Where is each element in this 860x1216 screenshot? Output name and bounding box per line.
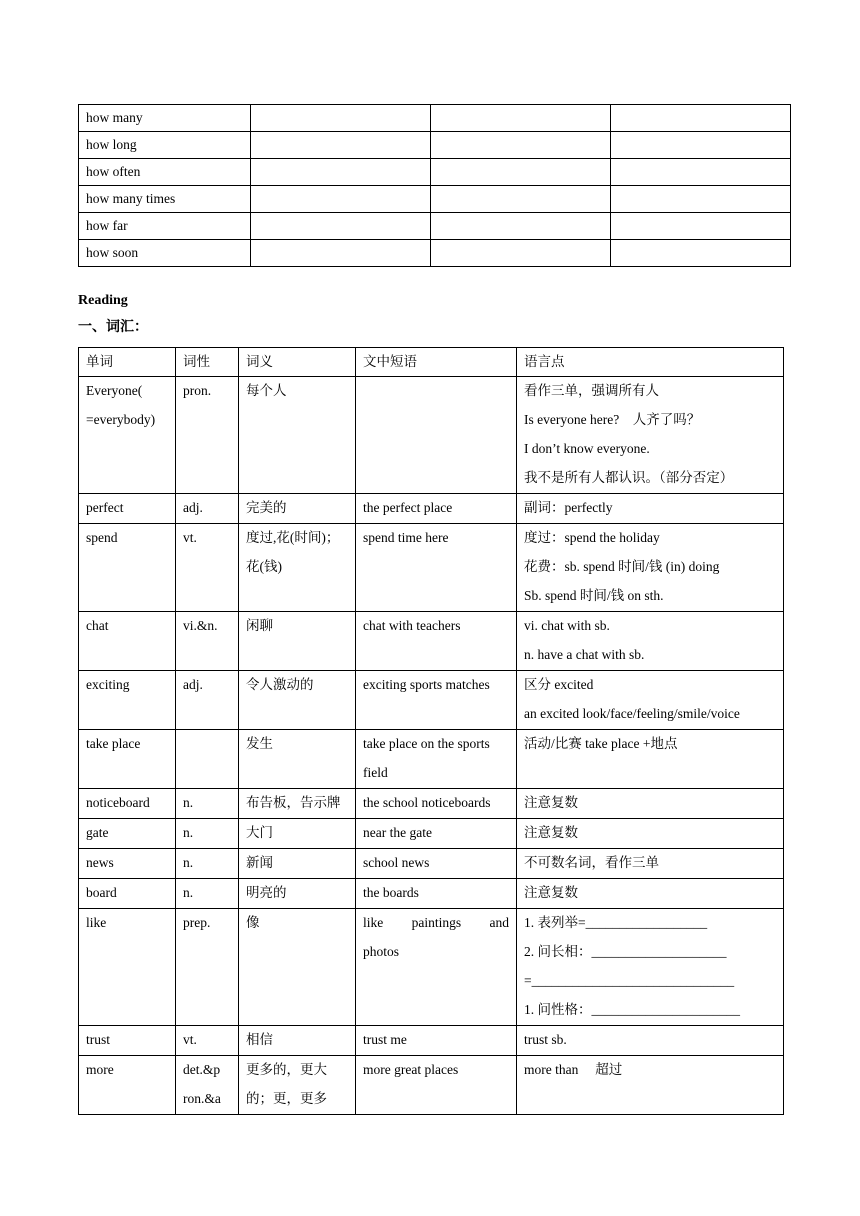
cell-line: 2. 问长相：____________________ xyxy=(524,944,727,959)
part-of-speech-cell xyxy=(176,879,239,909)
cell-line: 闲聊 xyxy=(246,618,273,633)
table-row xyxy=(79,1026,784,1056)
phrase-cell xyxy=(356,909,517,1026)
cell-line: 度过：spend the holiday xyxy=(524,530,660,545)
table-row xyxy=(79,849,784,879)
meaning-cell xyxy=(239,377,356,494)
notes-cell xyxy=(517,819,784,849)
header-word: 单词 xyxy=(79,348,176,377)
cell-line: n. have a chat with sb. xyxy=(524,647,645,662)
cell-line: n. xyxy=(183,795,194,810)
question-word-cell: how often xyxy=(79,159,251,186)
section-subtitle: 一、词汇： xyxy=(78,320,148,335)
part-of-speech-cell xyxy=(176,377,239,494)
cell-line: adj. xyxy=(183,500,203,515)
phrase-cell xyxy=(356,819,517,849)
part-of-speech-cell xyxy=(176,494,239,524)
notes-cell xyxy=(517,909,784,1026)
table-row xyxy=(79,494,784,524)
question-word-cell: how far xyxy=(79,213,251,240)
phrase-cell xyxy=(356,879,517,909)
word-cell xyxy=(79,671,176,730)
cell-line: chat xyxy=(86,618,109,633)
cell-line: spend time here xyxy=(363,530,449,545)
cell-line: 1. 问性格：______________________ xyxy=(524,1002,740,1017)
table-row xyxy=(79,159,791,186)
question-word-cell: how long xyxy=(79,132,251,159)
cell-line: 1. 表列举=__________________ xyxy=(524,915,708,930)
cell-line: 度过,花(时间)； xyxy=(246,530,340,545)
notes-cell xyxy=(517,494,784,524)
cell-line: vi. chat with sb. xyxy=(524,618,610,633)
cell-line: 明亮的 xyxy=(246,885,287,900)
meaning-cell xyxy=(239,819,356,849)
cell-line: exciting sports matches xyxy=(363,677,490,692)
notes-cell xyxy=(517,377,784,494)
cell-line: 大门 xyxy=(246,825,273,840)
empty-cell xyxy=(611,159,791,186)
empty-cell xyxy=(611,186,791,213)
meaning-cell xyxy=(239,612,356,671)
notes-cell xyxy=(517,879,784,909)
meaning-cell xyxy=(239,849,356,879)
word-cell xyxy=(79,879,176,909)
cell-line: the boards xyxy=(363,885,419,900)
meaning-cell xyxy=(239,1026,356,1056)
cell-line: 布告板，告示牌 xyxy=(246,795,341,810)
cell-line: Sb. spend 时间/钱 on sth. xyxy=(524,588,664,603)
vocabulary-table xyxy=(78,347,784,1115)
cell-line: like paintings and xyxy=(363,915,509,930)
header-notes: 语言点 xyxy=(517,348,784,377)
word-cell xyxy=(79,819,176,849)
header-phrase: 文中短语 xyxy=(356,348,517,377)
notes-cell xyxy=(517,789,784,819)
cell-line: chat with teachers xyxy=(363,618,461,633)
table-row xyxy=(79,671,784,730)
cell-line: det.&p xyxy=(183,1062,221,1077)
cell-line: Everyone( xyxy=(86,383,143,398)
word-cell xyxy=(79,849,176,879)
table-row xyxy=(79,819,784,849)
table-row xyxy=(79,909,784,1026)
cell-line: 副词：perfectly xyxy=(524,500,613,515)
vocabulary-table-header xyxy=(79,348,784,377)
cell-line: pron. xyxy=(183,383,212,398)
cell-line: vt. xyxy=(183,530,197,545)
cell-line: exciting xyxy=(86,677,130,692)
part-of-speech-cell xyxy=(176,612,239,671)
meaning-cell xyxy=(239,1056,356,1115)
empty-cell xyxy=(251,186,431,213)
meaning-cell xyxy=(239,909,356,1026)
notes-cell xyxy=(517,730,784,789)
cell-line: 更多的，更大 xyxy=(246,1062,327,1077)
cell-line: 花费：sb. spend 时间/钱 (in) doing xyxy=(524,559,720,574)
part-of-speech-cell xyxy=(176,819,239,849)
phrase-cell xyxy=(356,494,517,524)
word-cell xyxy=(79,1056,176,1115)
word-cell xyxy=(79,1026,176,1056)
cell-line: 我不是所有人都认识。（部分否定） xyxy=(524,470,734,485)
meaning-cell xyxy=(239,671,356,730)
header-row xyxy=(79,348,784,377)
empty-cell xyxy=(251,105,431,132)
word-cell xyxy=(79,524,176,612)
meaning-cell xyxy=(239,524,356,612)
empty-cell xyxy=(431,132,611,159)
cell-line: prep. xyxy=(183,915,211,930)
cell-line: more than 超过 xyxy=(524,1062,623,1077)
word-cell xyxy=(79,789,176,819)
cell-line: I don’t know everyone. xyxy=(524,441,650,456)
table-row xyxy=(79,105,791,132)
part-of-speech-cell xyxy=(176,1026,239,1056)
cell-line: noticeboard xyxy=(86,795,150,810)
part-of-speech-cell xyxy=(176,671,239,730)
phrase-cell xyxy=(356,789,517,819)
header-meaning: 词义 xyxy=(239,348,356,377)
cell-line: more great places xyxy=(363,1062,459,1077)
meaning-cell xyxy=(239,494,356,524)
header-pos: 词性 xyxy=(176,348,239,377)
cell-line: an excited look/face/feeling/smile/voice xyxy=(524,706,740,721)
cell-line: vt. xyxy=(183,1032,197,1047)
notes-cell xyxy=(517,849,784,879)
empty-cell xyxy=(431,105,611,132)
empty-cell xyxy=(611,132,791,159)
cell-line: the school noticeboards xyxy=(363,795,491,810)
part-of-speech-cell xyxy=(176,524,239,612)
cell-line: Is everyone here? 人齐了吗？ xyxy=(524,412,701,427)
cell-line: more xyxy=(86,1062,114,1077)
notes-cell xyxy=(517,612,784,671)
phrase-cell xyxy=(356,849,517,879)
cell-line: spend xyxy=(86,530,118,545)
cell-line: 相信 xyxy=(246,1032,273,1047)
empty-cell xyxy=(431,186,611,213)
notes-cell xyxy=(517,1026,784,1056)
cell-line: 区分 excited xyxy=(524,677,594,692)
word-cell xyxy=(79,730,176,789)
cell-line: trust me xyxy=(363,1032,407,1047)
cell-line: 不可数名词，看作三单 xyxy=(524,855,659,870)
empty-cell xyxy=(431,159,611,186)
cell-line: ron.&a xyxy=(183,1091,221,1106)
cell-line: take place on the sports xyxy=(363,736,490,751)
cell-line: field xyxy=(363,765,388,780)
cell-line: the perfect place xyxy=(363,500,453,515)
cell-line: near the gate xyxy=(363,825,432,840)
table-row xyxy=(79,524,784,612)
phrase-cell xyxy=(356,671,517,730)
cell-line: 像 xyxy=(246,915,260,930)
question-word-cell: how many xyxy=(79,105,251,132)
question-words-table-body xyxy=(79,105,791,267)
empty-cell xyxy=(611,105,791,132)
cell-line: gate xyxy=(86,825,109,840)
table-row xyxy=(79,612,784,671)
cell-line: 令人激动的 xyxy=(246,677,314,692)
table-row xyxy=(79,240,791,267)
table-row xyxy=(79,1056,784,1115)
cell-line: n. xyxy=(183,825,194,840)
empty-cell xyxy=(251,159,431,186)
part-of-speech-cell xyxy=(176,789,239,819)
phrase-cell xyxy=(356,1056,517,1115)
cell-line: perfect xyxy=(86,500,124,515)
cell-line: photos xyxy=(363,944,400,959)
table-row xyxy=(79,879,784,909)
table-row xyxy=(79,789,784,819)
vocabulary-table-body xyxy=(79,377,784,1115)
cell-line: 注意复数 xyxy=(524,885,578,900)
part-of-speech-cell xyxy=(176,1056,239,1115)
word-cell xyxy=(79,377,176,494)
cell-line: 每个人 xyxy=(246,383,287,398)
cell-line: =everybody) xyxy=(86,412,156,427)
cell-line: adj. xyxy=(183,677,203,692)
cell-line: news xyxy=(86,855,114,870)
cell-line: school news xyxy=(363,855,430,870)
cell-line: n. xyxy=(183,855,194,870)
phrase-cell xyxy=(356,377,517,494)
notes-cell xyxy=(517,1056,784,1115)
table-row xyxy=(79,730,784,789)
empty-cell xyxy=(251,132,431,159)
cell-line: take place xyxy=(86,736,141,751)
question-words-table xyxy=(78,104,791,267)
empty-cell xyxy=(611,240,791,267)
meaning-cell xyxy=(239,879,356,909)
word-cell xyxy=(79,612,176,671)
part-of-speech-cell xyxy=(176,849,239,879)
table-row xyxy=(79,377,784,494)
cell-line: 的；更，更多 xyxy=(246,1091,327,1106)
cell-line: 注意复数 xyxy=(524,825,578,840)
phrase-cell xyxy=(356,524,517,612)
cell-line: 完美的 xyxy=(246,500,287,515)
word-cell xyxy=(79,909,176,1026)
table-row xyxy=(79,213,791,240)
empty-cell xyxy=(431,213,611,240)
notes-cell xyxy=(517,671,784,730)
section-title: Reading xyxy=(78,293,128,308)
empty-cell xyxy=(431,240,611,267)
cell-line: 发生 xyxy=(246,736,273,751)
meaning-cell xyxy=(239,789,356,819)
cell-line: 注意复数 xyxy=(524,795,578,810)
table-row xyxy=(79,186,791,213)
cell-line: vi.&n. xyxy=(183,618,218,633)
cell-line: like xyxy=(86,915,107,930)
cell-line: board xyxy=(86,885,117,900)
part-of-speech-cell xyxy=(176,730,239,789)
empty-cell xyxy=(251,213,431,240)
phrase-cell xyxy=(356,612,517,671)
empty-cell xyxy=(611,213,791,240)
table-row xyxy=(79,132,791,159)
cell-line: trust sb. xyxy=(524,1032,567,1047)
cell-line: =______________________________ xyxy=(524,973,735,988)
cell-line: 看作三单，强调所有人 xyxy=(524,383,659,398)
cell-line: trust xyxy=(86,1032,111,1047)
cell-line: 花(钱) xyxy=(246,559,282,574)
notes-cell xyxy=(517,524,784,612)
cell-line: 活动/比赛 take place +地点 xyxy=(524,736,678,751)
question-word-cell: how many times xyxy=(79,186,251,213)
part-of-speech-cell xyxy=(176,909,239,1026)
cell-line: 新闻 xyxy=(246,855,273,870)
phrase-cell xyxy=(356,730,517,789)
phrase-cell xyxy=(356,1026,517,1056)
meaning-cell xyxy=(239,730,356,789)
cell-line: n. xyxy=(183,885,194,900)
word-cell xyxy=(79,494,176,524)
question-word-cell: how soon xyxy=(79,240,251,267)
empty-cell xyxy=(251,240,431,267)
